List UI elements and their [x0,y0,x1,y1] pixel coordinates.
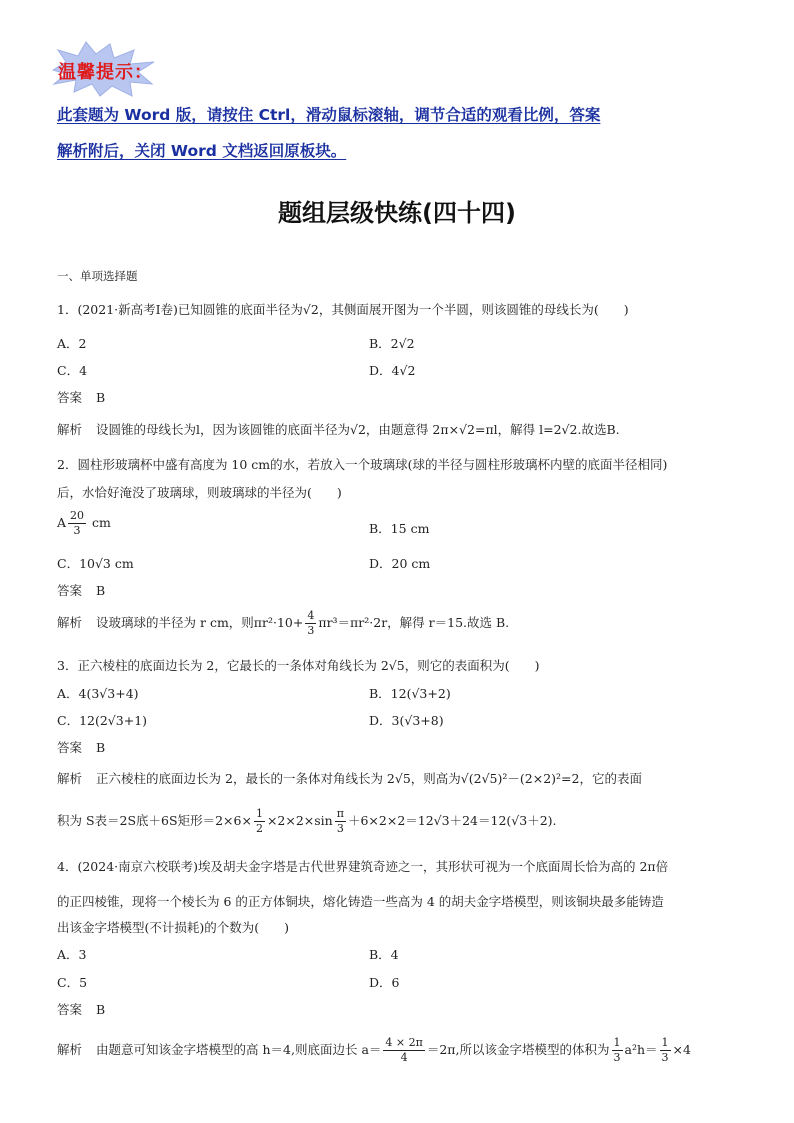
q3-option-a: A．4(3√3+4) [57,686,139,701]
q4-analysis-fraction-2 [612,1036,623,1065]
analysis-label: 解析 [57,422,83,437]
section-heading: 一、单项选择题 [57,269,138,283]
q2-option-b: B．15 cm [369,521,430,536]
q2-option-a [57,509,111,538]
fraction-denominator: 4 [400,1051,408,1064]
q3-analysis-2-mid: ×2×2×sin [266,813,333,828]
q4-option-a: A．3 [57,947,87,962]
page-title: 题组层级快练(四十四) [278,199,516,227]
q3-stem: 3．正六棱柱的底面边长为 2，它最长的一条体对角线长为 2√5，则它的表面积为( ) [57,658,540,673]
q3-analysis-2-pre: 积为 S表＝2S底＋6S矩形＝2×6× [57,813,252,828]
q3-analysis-fraction-2 [335,807,346,836]
q3-option-c: C．12(2√3+1) [57,713,148,728]
q4-analysis-mid: ＝2π,所以该金字塔模型的体积为 [426,1042,610,1057]
q3-analysis-fraction-1 [254,807,265,836]
fraction-numerator: 1 [661,1036,669,1049]
fraction-numerator: 4 [307,609,315,622]
q4-analysis-post: ×4 [672,1042,691,1057]
analysis-label: 解析 [57,771,83,786]
q1-analysis-text: 设圆锥的母线长为l，因为该圆锥的底面半径为√2，由题意得 2π×√2=πl，解得 l=2√2.故选B. [96,422,620,437]
q2-answer [57,581,105,599]
fraction-denominator: 3 [661,1051,669,1064]
q2-answer-value: B [96,583,106,598]
answer-label: 答案 [57,740,83,755]
q3-option-b: B．12(√3+2) [369,686,451,701]
q2-option-c: C．10√3 cm [57,556,134,571]
q2-analysis-fraction [305,609,316,638]
q1-stem: 1．(2021·新高考Ⅰ卷)已知圆锥的底面半径为√2，其侧面展开图为一个半圆，则该圆锥的母线长为( ) [57,302,629,317]
q1-analysis [57,420,620,438]
q3-analysis-2 [57,807,557,836]
notice-line-2: 解析附后，关闭 Word 文档返回原板块。 [57,142,347,160]
tip-label: 温馨提示： [58,62,153,83]
q4-answer-value: B [96,1002,106,1017]
answer-label: 答案 [57,390,83,405]
fraction-denominator: 3 [613,1051,621,1064]
q3-analysis-2-post: ＋6×2×2＝12√3＋24＝12(√3＋2). [347,813,557,828]
fraction-denominator: 3 [307,624,315,637]
q4-answer [57,1000,105,1018]
q3-option-d: D．3(√3+8) [369,713,444,728]
fraction-denominator: 3 [73,524,81,537]
q3-answer-value: B [96,740,106,755]
q2-analysis [57,609,509,638]
fraction-numerator: 20 [70,509,85,522]
q2-option-a-fraction [68,509,86,538]
q4-analysis-fraction-1 [383,1036,424,1065]
analysis-label: 解析 [57,1042,83,1057]
q2-option-a-unit: cm [92,515,111,530]
q4-option-c: C．5 [57,975,88,990]
q2-option-a-prefix: A [57,515,67,530]
fraction-numerator: π [336,807,344,820]
q1-answer [57,388,105,406]
q1-option-c: C．4 [57,363,88,378]
q4-option-d: D．6 [369,975,400,990]
q3-answer [57,738,105,756]
fraction-denominator: 2 [255,822,263,835]
q2-option-d: D．20 cm [369,556,431,571]
analysis-label: 解析 [57,615,83,630]
q2-analysis-pre: 设玻璃球的半径为 r cm，则πr²·10+ [96,615,304,630]
fraction-numerator: 4 × 2π [385,1036,423,1049]
q2-analysis-post: πr³＝πr²·2r，解得 r＝15.故选 B. [318,615,510,630]
answer-label: 答案 [57,583,83,598]
q1-answer-value: B [96,390,106,405]
q2-stem-2: 后，水恰好淹没了玻璃球，则玻璃球的半径为( ) [57,485,342,500]
notice-line-1: 此套题为 Word 版，请按住 Ctrl，滑动鼠标滚轴，调节合适的观看比例，答案 [57,106,601,124]
q4-option-b: B．4 [369,947,399,962]
q3-analysis-1 [57,769,642,787]
q1-option-d: D．4√2 [369,363,416,378]
fraction-numerator: 1 [613,1036,621,1049]
fraction-numerator: 1 [255,807,263,820]
fraction-denominator: 3 [336,822,344,835]
q4-stem-2: 的正四棱锥，现将一个棱长为 6 的正方体铜块，熔化铸造一些高为 4 的胡夫金字塔模型，则该铜块最多能铸造 [57,894,664,909]
q3-analysis-text-1: 正六棱柱的底面边长为 2，最长的一条体对角线长为 2√5，则高为√(2√5)²－(2×2)²=2，它的表面 [96,771,642,786]
q4-analysis-fraction-3 [660,1036,671,1065]
q4-stem-1: 4．(2024·南京六校联考)埃及胡夫金字塔是古代世界建筑奇迹之一，其形状可视为一个底面周长恰为高的 2π倍 [57,859,669,874]
answer-label: 答案 [57,1002,83,1017]
q1-option-a: A．2 [57,336,87,351]
q4-analysis [57,1036,691,1065]
q2-stem-1: 2．圆柱形玻璃杯中盛有高度为 10 cm的水，若放入一个玻璃球(球的半径与圆柱形玻璃杯内壁的底面半径相同) [57,457,668,472]
q4-analysis-mid-2: a²h＝ [624,1042,658,1057]
q4-stem-3: 出该金字塔模型(不计损耗)的个数为( ) [57,920,290,935]
q4-analysis-pre: 由题意可知该金字塔模型的高 h＝4,则底面边长 a＝ [96,1042,382,1057]
q1-option-b: B．2√2 [369,336,415,351]
